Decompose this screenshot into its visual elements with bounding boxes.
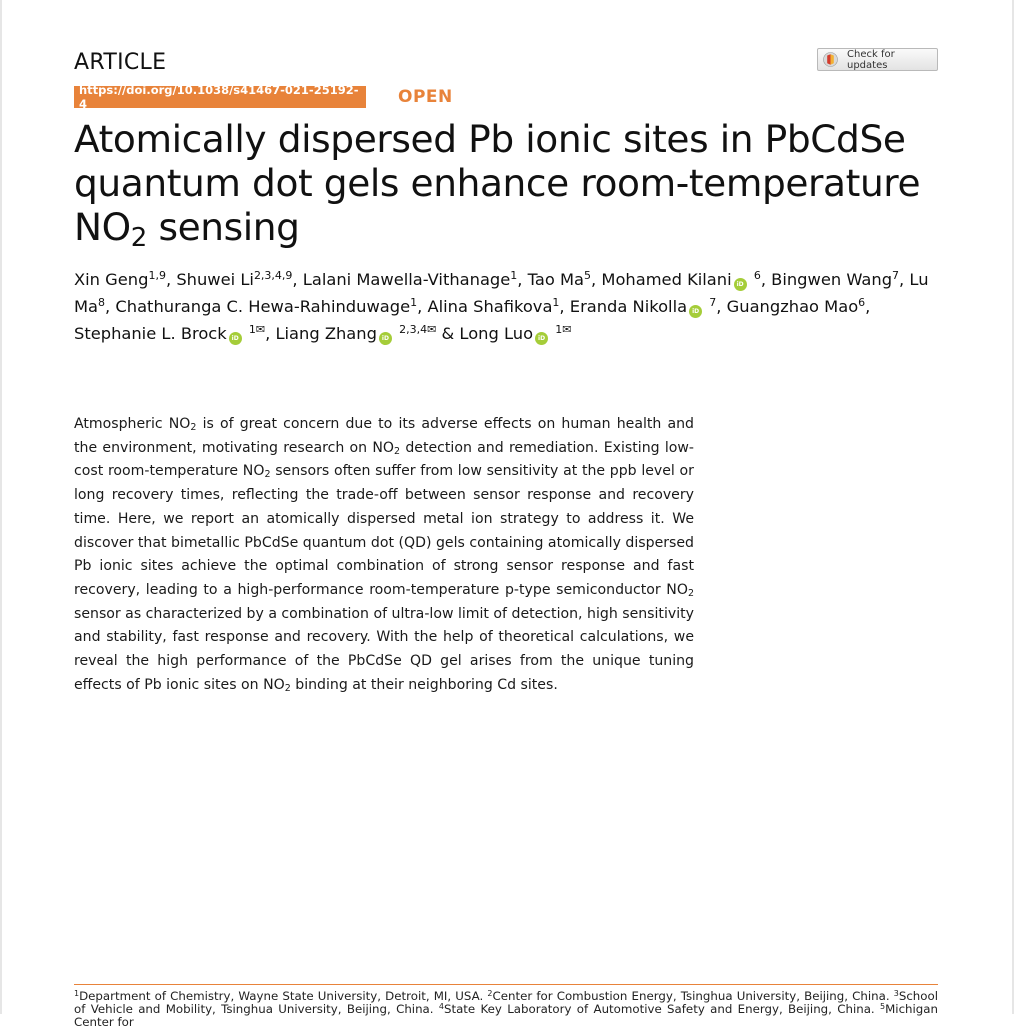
- author[interactable]: [303, 270, 518, 289]
- author-name: Bingwen Wang: [771, 270, 893, 289]
- title-text-2: sensing: [146, 205, 300, 249]
- author-name: Stephanie L. Brock: [74, 324, 227, 343]
- abstract-text: binding at their neighboring Cd sites.: [290, 676, 558, 693]
- author[interactable]: [727, 297, 866, 316]
- author-name: Mohamed Kilani: [601, 270, 732, 289]
- author[interactable]: [74, 324, 265, 343]
- author-separator: ,: [265, 324, 276, 343]
- abstract-text: detection and remediation. Existing low-cost room-temperature NO: [74, 439, 694, 480]
- abstract-subscript: 2: [687, 587, 694, 599]
- envelope-icon[interactable]: ✉: [255, 323, 266, 336]
- author-list: [74, 266, 944, 347]
- author-separator: ,: [591, 270, 602, 289]
- open-access-label: OPEN: [398, 87, 453, 107]
- author-name: Lu Ma: [74, 270, 929, 316]
- doi-text: https://doi.org/10.1038/s41467-021-25192-4: [79, 83, 359, 111]
- author-affiliation-sup: 1: [410, 296, 418, 309]
- author-separator: ,: [865, 297, 871, 316]
- author-separator: ,: [559, 297, 570, 316]
- abstract-subscript: 2: [394, 445, 401, 457]
- check-updates-icon: [823, 52, 838, 67]
- author-separator: ,: [292, 270, 303, 289]
- orcid-icon[interactable]: iD: [229, 332, 242, 345]
- author-separator: ,: [417, 297, 428, 316]
- author-affiliation-sup: 7: [892, 269, 900, 282]
- envelope-icon[interactable]: ✉: [427, 323, 437, 336]
- author-name: Chathuranga C. Hewa-Rahinduwage: [115, 297, 411, 316]
- affiliation-number: 4: [438, 1002, 444, 1011]
- abstract-subscript: 2: [190, 422, 197, 433]
- author-separator: &: [436, 324, 460, 343]
- orcid-icon[interactable]: iD: [535, 332, 548, 345]
- abstract-text: sensors often suffer from low sensitivity at the ppb level or long recovery times, reflecting the trade-off between sensor response and recovery time. Here, we report an atomically dispersed metal ion strategy to address it. We discover that bimetallic PbCdSe quantum dot (QD) gels containing atomically dispersed Pb ionic sites achieve the optimal combination of strong sensor response and fast recovery, leading to a high-performance room-temperature p-type semiconductor NO: [74, 463, 694, 598]
- affiliation-text: State Key Laboratory of Automotive Safety and Energy, Beijing, China.: [443, 1002, 881, 1016]
- check-for-updates-button[interactable]: [817, 48, 938, 71]
- abstract-text: sensor as characterized by a combination of ultra-low limit of detection, high sensitivity and stability, fast response and recovery. With the help of theoretical calculations, we reveal the high performance of the PbCdSe QD gel arises from the unique tuning effects of Pb ionic sites on NO: [74, 605, 694, 693]
- author-separator: ,: [517, 270, 528, 289]
- author-name: Alina Shafikova: [427, 297, 553, 316]
- title-text-1: Atomically dispersed Pb ionic sites in PbCdSe quantum dot gels enhance room-temperature NO: [74, 117, 921, 249]
- abstract-text: is of great concern due to its adverse effects on human health and the environment, motivating research on NO: [74, 416, 694, 456]
- author-separator: ,: [105, 297, 116, 316]
- author-name: Liang Zhang: [275, 324, 377, 343]
- article-title: [74, 117, 954, 253]
- author-separator: ,: [899, 270, 910, 289]
- author[interactable]: [601, 270, 760, 289]
- orcid-icon[interactable]: iD: [689, 305, 702, 318]
- author-affiliation-sup: 1: [555, 323, 563, 336]
- doi-link[interactable]: [74, 83, 366, 111]
- page-edge-left: [0, 0, 2, 1014]
- orcid-icon[interactable]: iD: [734, 278, 747, 291]
- affiliation-number: 5: [880, 1002, 886, 1011]
- abstract-subscript: 2: [264, 469, 271, 481]
- author-name: Long Luo: [459, 324, 534, 343]
- author-name: Shuwei Li: [176, 270, 254, 289]
- author[interactable]: [570, 297, 717, 316]
- author-name: Eranda Nikolla: [569, 297, 688, 316]
- author-separator: ,: [716, 297, 727, 316]
- title-subscript: 2: [130, 223, 147, 253]
- author-name: Lalani Mawella-Vithanage: [302, 270, 511, 289]
- author-separator: ,: [760, 270, 772, 289]
- author-affiliation-sup: 1: [248, 323, 256, 336]
- affiliation-text: Department of Chemistry, Wayne State University, Detroit, MI, USA.: [79, 989, 488, 1003]
- author-affiliation-sup: 1,9: [148, 269, 166, 282]
- affiliation-number: 2: [487, 989, 493, 998]
- author[interactable]: [115, 297, 417, 316]
- author-affiliation-sup: 6: [858, 296, 866, 309]
- affiliation-text: Center for Combustion Energy, Tsinghua University, Beijing, China.: [492, 989, 894, 1003]
- abstract-subscript: 2: [284, 682, 291, 694]
- author[interactable]: [528, 270, 591, 289]
- abstract-text: Atmospheric NO: [74, 416, 191, 432]
- author-affiliation-sup: 8: [98, 296, 106, 309]
- author[interactable]: [459, 324, 571, 343]
- author-affiliation-sup: 2,3,4,9: [253, 269, 293, 282]
- abstract: [74, 413, 694, 697]
- author-name: Guangzhao Mao: [726, 297, 859, 316]
- author[interactable]: [74, 270, 166, 289]
- author-affiliation-sup: 6: [753, 269, 761, 282]
- author-affiliation-sup: 7: [709, 296, 717, 309]
- author[interactable]: [176, 270, 292, 289]
- author-name: Tao Ma: [527, 270, 585, 289]
- author-affiliation-sup: 2,3,4: [399, 323, 428, 336]
- envelope-icon[interactable]: ✉: [562, 323, 572, 336]
- article-type-label: ARTICLE: [74, 50, 167, 75]
- author-separator: ,: [165, 270, 177, 289]
- affiliation-number: 1: [74, 989, 80, 998]
- author-affiliation-sup: 5: [584, 269, 592, 282]
- affiliation-number: 3: [893, 989, 899, 998]
- check-updates-label: Check for updates: [847, 48, 895, 71]
- affiliations: [74, 990, 938, 1029]
- author-affiliation-sup: 1: [510, 269, 518, 282]
- author-affiliation-sup: 1: [552, 296, 560, 309]
- footer-divider: [74, 984, 938, 985]
- author[interactable]: [771, 270, 899, 289]
- author-name: Xin Geng: [74, 270, 149, 289]
- affiliation-text: Michigan Center for: [74, 1002, 938, 1029]
- author[interactable]: [427, 297, 559, 316]
- author[interactable]: [275, 324, 436, 343]
- affiliation-text: School of Vehicle and Mobility, Tsinghua University, Beijing, China.: [74, 989, 938, 1016]
- orcid-icon[interactable]: iD: [379, 332, 392, 345]
